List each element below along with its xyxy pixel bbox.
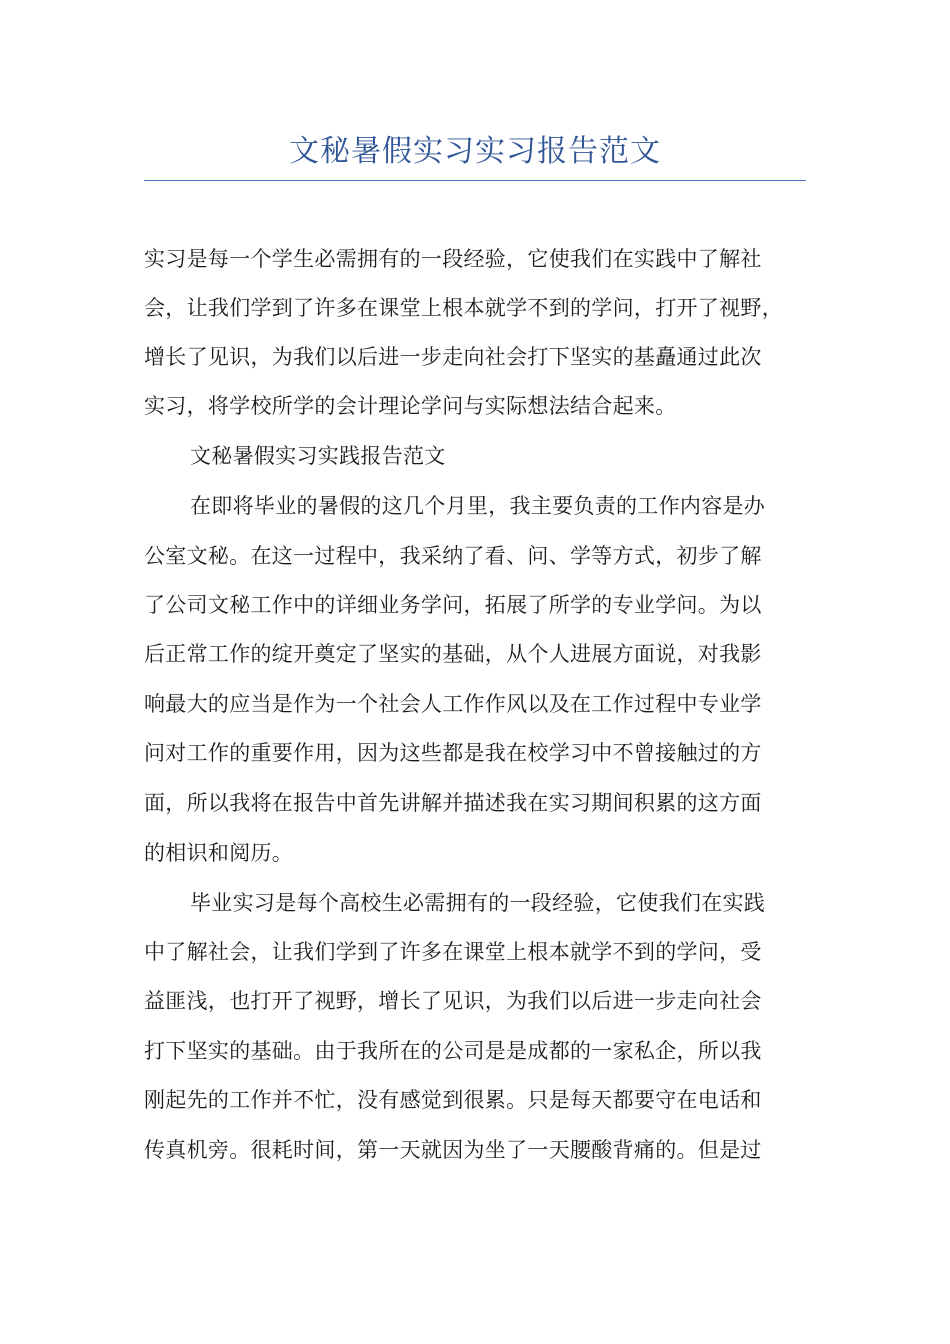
title-underline: [144, 180, 806, 181]
paragraph-3-line-3: 益匪浅，也打开了视野，增长了见识，为我们以后进一步走向社会: [144, 989, 762, 1013]
paragraph-2-line-5: 响最大的应当是作为一个社会人工作作风以及在工作过程中专业学: [144, 692, 762, 716]
paragraph-1-line-4: 实习，将学校所学的会计理论学问与实际想法结合起来。: [144, 394, 677, 418]
paragraph-3-line-1: 毕业实习是每个高校生必需拥有的一段经验，它使我们在实践: [190, 891, 766, 915]
paragraph-2-line-4: 后正常工作的绽开奠定了坚实的基础，从个人进展方面说，对我影: [144, 642, 762, 666]
paragraph-1-line-1: 实习是每一个学生必需拥有的一段经验，它使我们在实践中了解社: [144, 247, 762, 271]
paragraph-2-line-6: 问对工作的重要作用，因为这些都是我在校学习中不曾接触过的方: [144, 741, 762, 765]
paragraph-2-line-8: 的相识和阅历。: [144, 841, 294, 865]
paragraph-2-line-1: 在即将毕业的暑假的这几个月里，我主要负责的工作内容是办: [190, 494, 766, 518]
paragraph-3-line-4: 打下坚实的基础。由于我所在的公司是是成都的一家私企，所以我: [144, 1039, 762, 1063]
document-title: 文秘暑假实习实习报告范文: [289, 134, 661, 169]
paragraph-3-line-6: 传真机旁。很耗时间，第一天就因为坐了一天腰酸背痛的。但是过: [144, 1138, 762, 1162]
paragraph-2-line-3: 了公司文秘工作中的详细业务学问，拓展了所学的专业学问。为以: [144, 593, 762, 617]
paragraph-3-line-5: 刚起先的工作并不忙，没有感觉到很累。只是每天都要守在电话和: [144, 1088, 762, 1112]
paragraph-1-line-3: 增长了见识，为我们以后进一步走向社会打下坚实的基矗通过此次: [144, 345, 762, 369]
paragraph-1-line-2: 会，让我们学到了许多在课堂上根本就学不到的学问，打开了视野，: [144, 296, 783, 320]
paragraph-2-line-7: 面，所以我将在报告中首先讲解并描述我在实习期间积累的这方面: [144, 791, 762, 815]
section-subheading: 文秘暑假实习实践报告范文: [190, 444, 446, 468]
paragraph-2-line-2: 公室文秘。在这一过程中，我采纳了看、问、学等方式，初步了解: [144, 544, 762, 568]
paragraph-3-line-2: 中了解社会，让我们学到了许多在课堂上根本就学不到的学问，受: [144, 940, 762, 964]
